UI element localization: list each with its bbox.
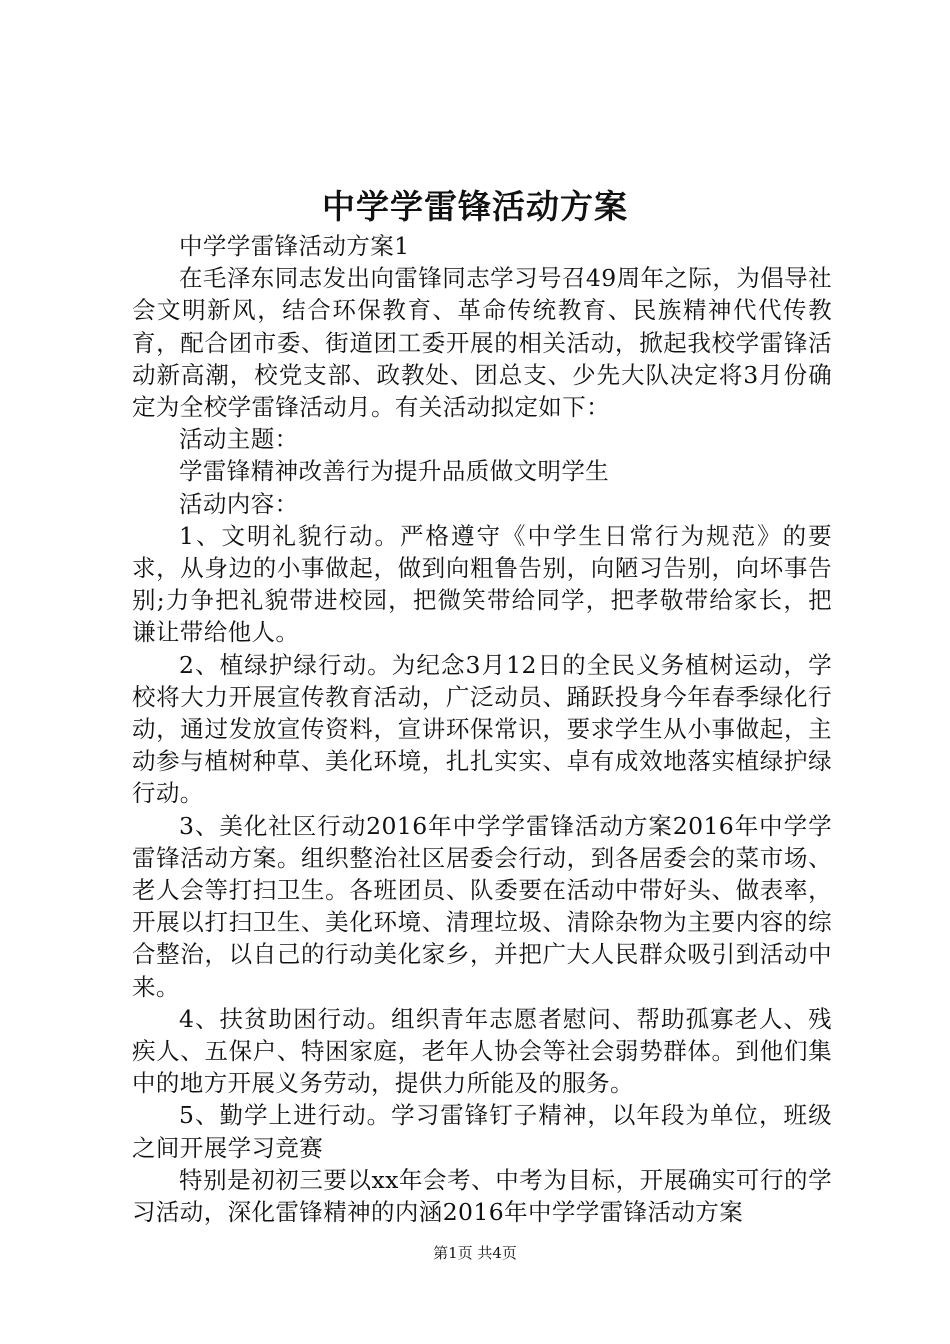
paragraph-item-2: 2、植绿护绿行动。为纪念3月12日的全民义务植树运动，学校将大力开展宣传教育活动，广泛动员、踊跃投身今年春季绿化行动，通过发放宣传资料，宣讲环保常识，要求学生从小事做起，主动参与植树种草、美化环境，扎扎实实、卓有成效地落实植绿护绿行动。 (132, 650, 832, 808)
paragraph-theme: 学雷锋精神改善行为提升品质做文明学生 (179, 457, 610, 486)
paragraph-heading: 中学学雷锋活动方案1 (179, 232, 410, 260)
paragraph-item-1: 1、文明礼貌行动。严格遵守《中学生日常行为规范》的要求，从身边的小事做起，做到向粗鲁告别，向陋习告别，向坏事告别;力争把礼貌带进校园，把微笑带给同学，把孝敬带给家长，把谦让带给他人。 (132, 521, 832, 647)
paragraph-theme-label: 活动主题： (179, 425, 299, 454)
document-title: 中学学雷锋活动方案 (322, 187, 628, 226)
paragraph-item-5: 5、勤学上进行动。学习雷锋钉子精神，以年段为单位，班级之间开展学习竞赛 (132, 1101, 832, 1162)
document-body (132, 230, 832, 1228)
paragraph-item-3: 3、美化社区行动2016年中学学雷锋活动方案2016年中学学雷锋活动方案。组织整治社区居委会行动，到各居委会的菜市场、老人会等打扫卫生。各班团员、队委要在活动中带好头、做表率，开展以打扫卫生、美化环境、清理垃圾、清除杂物为主要内容的综合整治，以自己的行动美化家乡，并把广大人民群众吸引到活动中来。 (132, 811, 832, 1001)
paragraph-intro: 在毛泽东同志发出向雷锋同志学习号召49周年之际，为倡导社会文明新风，结合环保教育、革命传统教育、民族精神代代传教育，配合团市委、街道团工委开展的相关活动，掀起我校学雷锋活动新高潮，校党支部、政教处、团总支、少先大队决定将3月份确定为全校学雷锋活动月。有关活动拟定如下： (132, 264, 832, 422)
paragraph-item-4: 4、扶贫助困行动。组织青年志愿者慰问、帮助孤寡老人、残疾人、五保户、特困家庭，老年人协会等社会弱势群体。到他们集中的地方开展义务劳动，提供力所能及的服务。 (132, 1004, 832, 1098)
paragraph-item-5-cont: 特别是初初三要以xx年会考、中考为目标，开展确实可行的学习活动，深化雷锋精神的内涵2016年中学学雷锋活动方案 (132, 1165, 832, 1227)
page-number-footer: 第1页 共4页 (433, 1244, 517, 1262)
paragraph-content-label: 活动内容： (179, 489, 299, 518)
